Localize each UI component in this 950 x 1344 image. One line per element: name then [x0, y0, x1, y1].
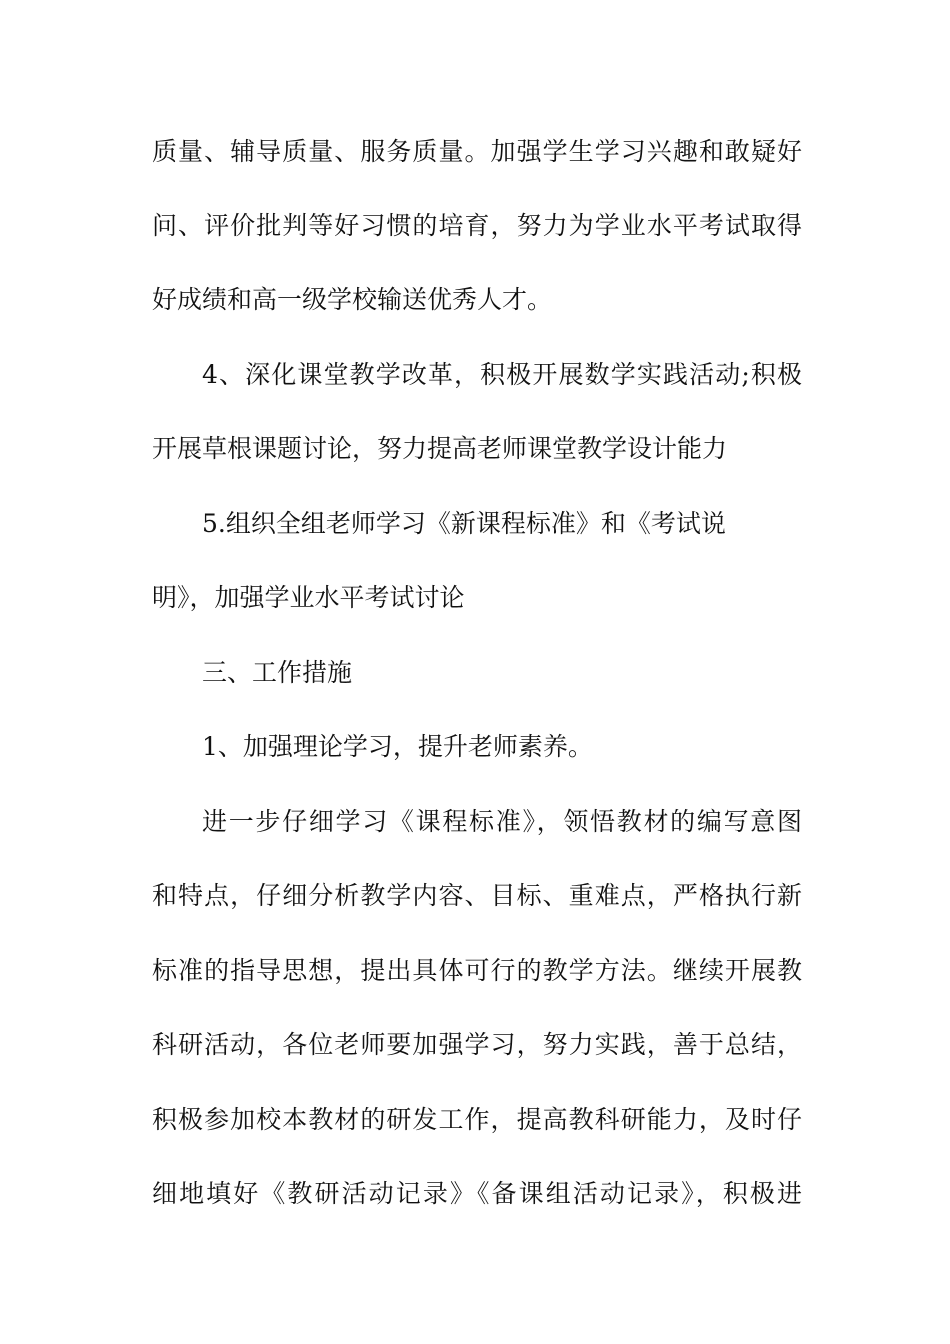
text-line-2: 问、评价批判等好习惯的培育，努力为学业水平考试取得	[152, 211, 802, 240]
text-line-14: 积极参加校本教材的研发工作，提高教科研能力，及时仔	[152, 1105, 802, 1134]
text-line-15: 细地填好《教研活动记录》《备课组活动记录》，积极进	[152, 1179, 802, 1208]
text-line-13: 科研活动，各位老师要加强学习，努力实践，善于总结，	[152, 1030, 802, 1059]
text-line-11: 和特点，仔细分析教学内容、目标、重难点，严格执行新	[152, 881, 802, 910]
text-line-9: 1、加强理论学习，提升老师素养。	[202, 732, 593, 761]
text-line-10: 进一步仔细学习《课程标准》，领悟教材的编写意图	[202, 807, 802, 836]
section-heading: 三、工作措施	[202, 658, 353, 687]
text-line-4: 4、深化课堂教学改革，积极开展数学实践活动;积极	[202, 360, 802, 389]
text-line-1: 质量、辅导质量、服务质量。加强学生学习兴趣和敢疑好	[152, 137, 802, 166]
text-line-7: 明》，加强学业水平考试讨论	[152, 583, 465, 612]
text-line-12: 标准的指导思想，提出具体可行的教学方法。继续开展教	[152, 956, 802, 985]
text-line-6: 5.组织全组老师学习《新课程标准》和《考试说	[202, 509, 726, 538]
text-line-5: 开展草根课题讨论，努力提高老师课堂教学设计能力	[152, 434, 728, 463]
text-line-3: 好成绩和高一级学校输送优秀人才。	[152, 285, 553, 314]
